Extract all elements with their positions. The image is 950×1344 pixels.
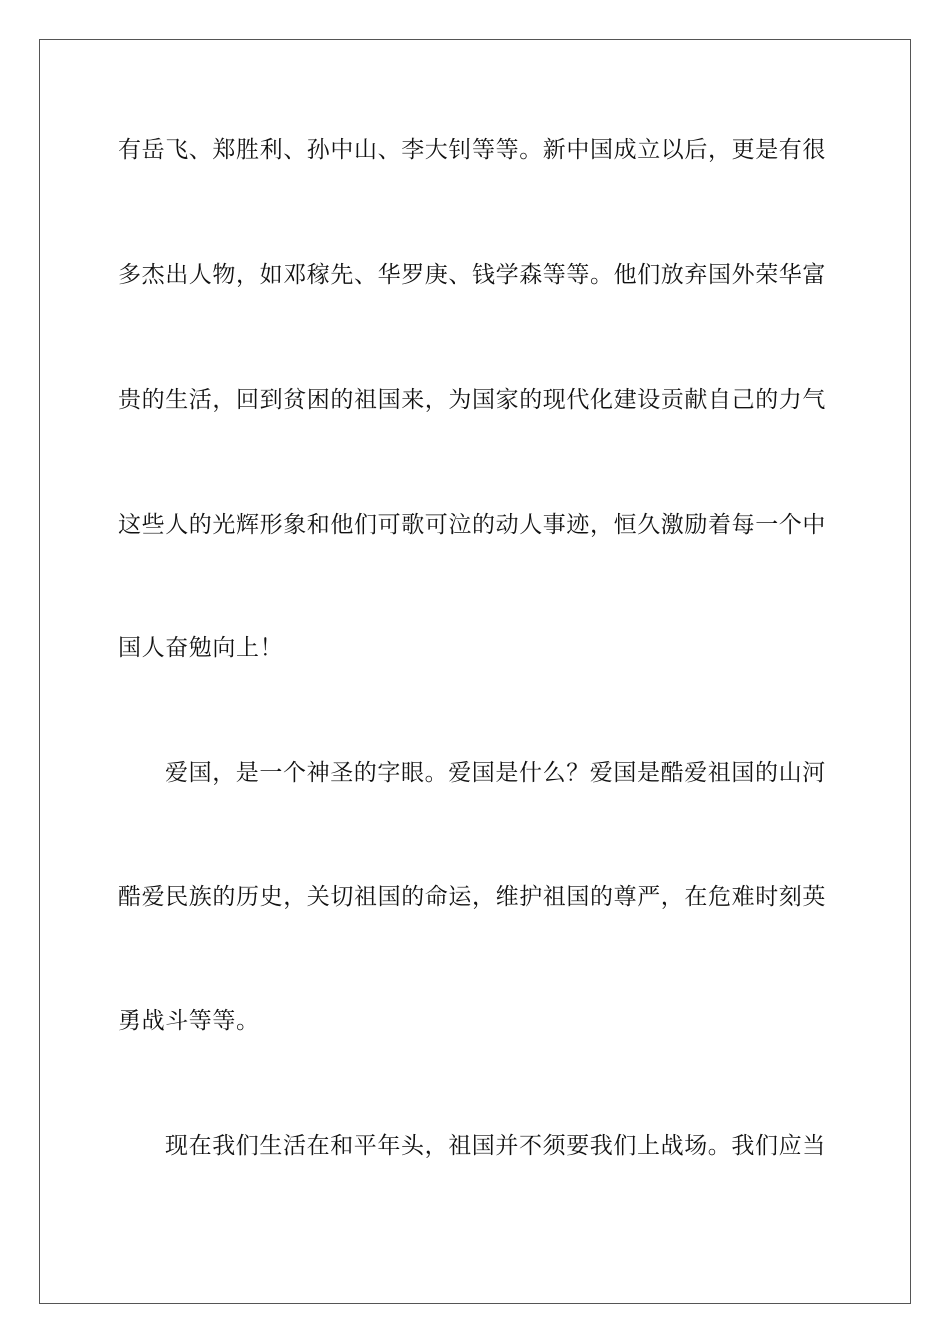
text-line: 贵的生活，回到贫困的祖国来，为国家的现代化建设贡献自己的力气 (118, 387, 826, 413)
paragraph-start-line: 现在我们生活在和平年头，祖国并不须要我们上战场。我们应当 (165, 1133, 826, 1159)
text-line: 国人奋勉向上！ (118, 635, 284, 661)
page-border (39, 39, 911, 1304)
text-line: 多杰出人物，如邓稼先、华罗庚、钱学森等等。他们放弃国外荣华富 (118, 262, 826, 288)
text-line: 酷爱民族的历史，关切祖国的命运，维护祖国的尊严，在危难时刻英 (118, 884, 826, 910)
text-line: 这些人的光辉形象和他们可歌可泣的动人事迹，恒久激励着每一个中 (118, 512, 826, 538)
paragraph-start-line: 爱国，是一个神圣的字眼。爱国是什么？爱国是酷爱祖国的山河 (165, 760, 826, 786)
text-line: 有岳飞、郑胜利、孙中山、李大钊等等。新中国成立以后，更是有很 (118, 137, 826, 163)
text-line: 勇战斗等等。 (118, 1008, 260, 1034)
